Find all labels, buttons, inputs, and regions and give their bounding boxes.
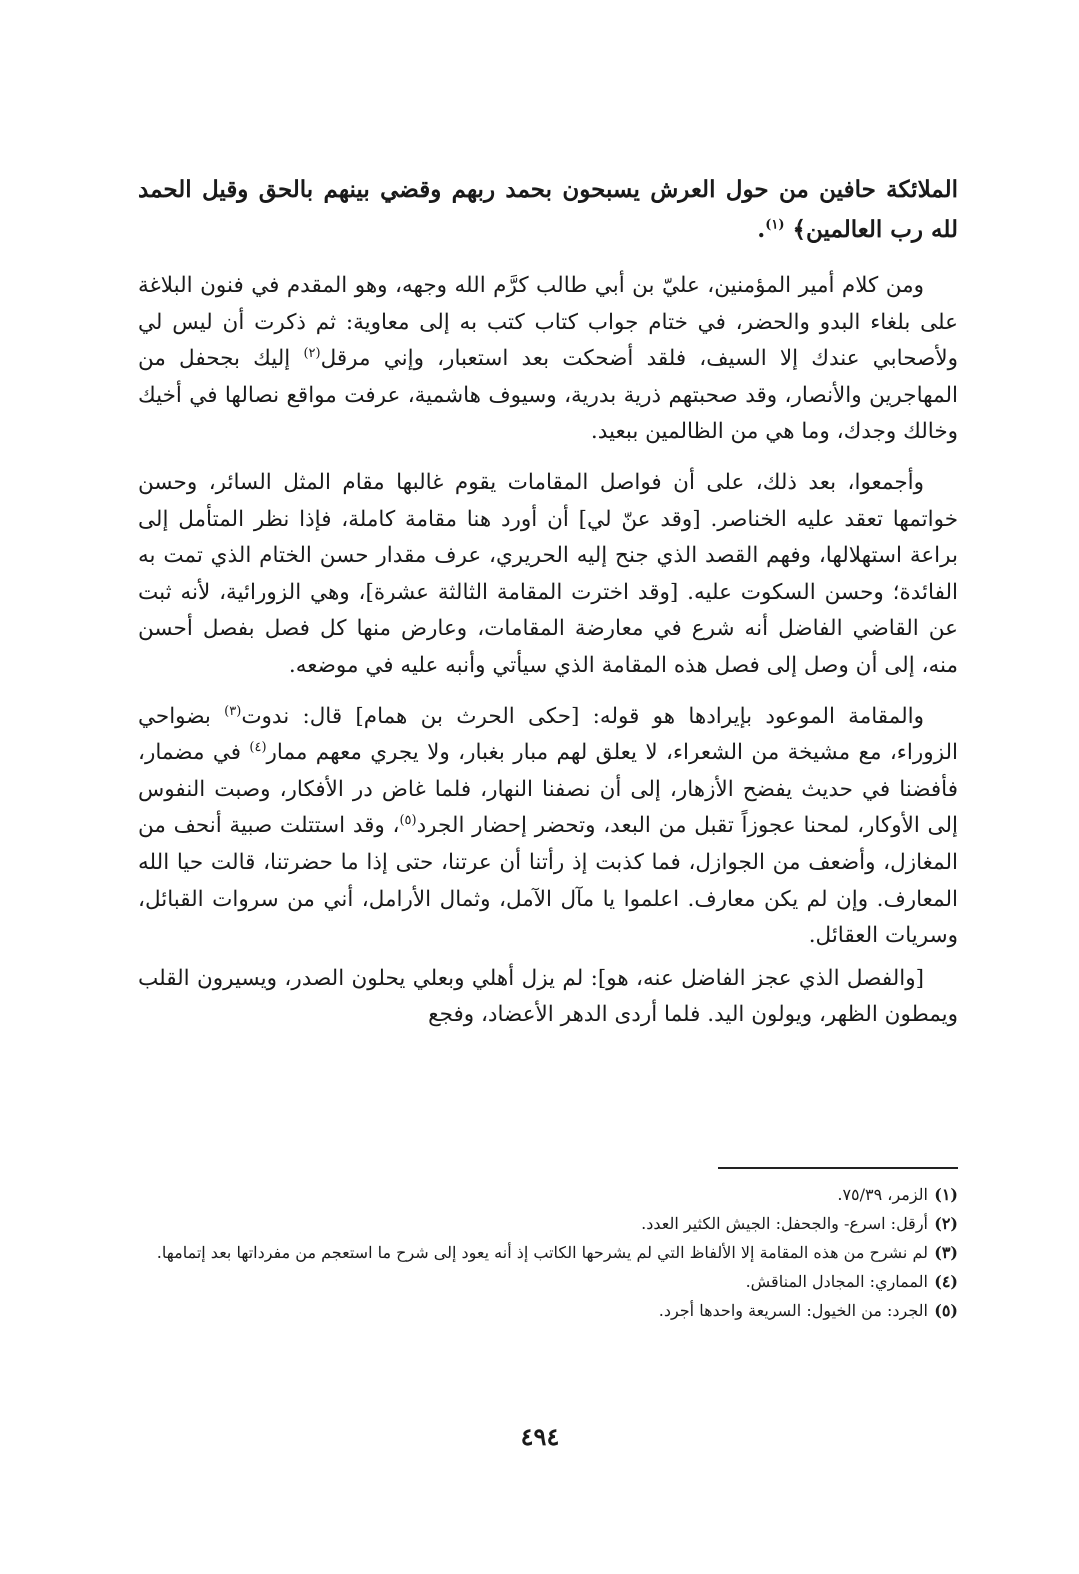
footnotes — [138, 1180, 958, 1325]
paragraph-4 — [138, 961, 958, 1034]
paragraph-text: ومن كلام أمير المؤمنين، عليّ بن أبي طالب كرَّم الله وجهه، وهو المقدم في فنون البلاغة على بلغاء البدو والحضر، في ختام جواب كتاب كتب به إلى معاوية: ثم ذكرت أن ليس لي ولأصحابي عندك إلا السيف، فلقد أضحكت بعد استعبار، وإني مرقل — [138, 273, 958, 372]
paragraph-text: بضواحي الزوراء، مع مشيخة من الشعراء، لا يعلق لهم مبار بغبار، ولا يجري معهم ممار — [138, 703, 959, 766]
footnote-4 — [138, 1267, 958, 1296]
paragraph-text: [والفصل الذي عجز الفاضل عنه، هو]: لم يزل أهلي وبعلي يحلون الصدر، ويسيرون القلب ويمطون الظهر، ويولون اليد. فلما أردى الدهر الأعضاد، وفجع — [138, 965, 958, 1028]
footnote-divider — [718, 1167, 958, 1169]
paragraph-text: إليك بجحفل من المهاجرين والأنصار، وقد صحبتهم ذرية بدرية، وسيوف هاشمية، عرفت مواقع نصالها في أخيك وخالك وجدك، وما هي من الظالمين ببعيد. — [138, 346, 958, 445]
footnote-text: المماري: المجادل المناقش. — [745, 1272, 928, 1291]
verse-text: الملائكة حافين من حول العرش يسبحون بحمد ربهم وقضي بينهم بالحق وقيل الحمد لله رب العالمين﴾ — [138, 176, 958, 243]
page-number: ٤٩٤ — [520, 1422, 560, 1451]
paragraph-2 — [138, 465, 958, 685]
footnote-text: أرقل: اسرع- والجحفل: الجيش الكثير العدد. — [641, 1214, 928, 1233]
footnote-3 — [138, 1238, 958, 1267]
paragraph-text: في مضمار، فأفضنا في حديث يفضح الأزهار، إلى أن نصفنا النهار، فلما غاض در الأفكار، وصبت النفوس إلى الأوكار، لمحنا عجوزاً تقبل من البعد، وتحضر إحضار الجرد — [138, 740, 958, 839]
footnote-number: (٣) — [934, 1243, 958, 1262]
footnote-5 — [138, 1296, 958, 1325]
footnote-text: الجرد: من الخيول: السريعة واحدها أجرد. — [658, 1301, 928, 1320]
footnote-text: الزمر، ٧٥/٣٩. — [837, 1185, 928, 1204]
footnote-ref: (٣) — [224, 703, 242, 719]
paragraph-1 — [138, 268, 958, 451]
paragraph-text: والمقامة الموعود بإيرادها هو قوله: [حكى الحرث بن همام] قال: ندوت — [241, 703, 924, 729]
footnote-1 — [138, 1180, 958, 1209]
footnote-2 — [138, 1209, 958, 1238]
footnote-ref: (١) — [765, 217, 785, 233]
quran-verse — [138, 170, 958, 250]
main-text — [138, 170, 958, 1048]
footnote-number: (٢) — [934, 1214, 958, 1233]
paragraph-text: وأجمعوا، بعد ذلك، على أن فواصل المقامات يقوم غالبها مقام المثل السائر، وحسن خواتمها تعقد عليه الخناصر. [وقد عنّ لي] أن أورد هنا مقامة كاملة، فإذا نظر المتأمل إلى براعة استهلالها، وفهم القصد الذي جنح إليه الحريري، عرف مقدار حسن الختام الذي تمت به الفائدة؛ وحسن السكوت عليه. [وقد اخترت المقامة الثالثة عشرة]، وهي الزورائية، لأنه ثبت عن القاضي الفاضل أنه شرع في معارضة المقامات، وعارض منها كل فصل بفصل أحسن منه، إلى أن وصل إلى فصل هذه المقامة الذي سيأتي وأنبه عليه في موضعه. — [138, 469, 958, 678]
footnote-ref: (٢) — [303, 346, 321, 362]
paragraph-text: ، وقد استتلت صبية أنحف من المغازل، وأضعف من الجوازل، فما كذبت إذ رأتنا أن عرتنا، حتى إذا ما حضرتنا، قالت حيا الله المعارف. وإن لم يكن معارف. اعلموا يا مآل الآمل، وثمال الأرامل، أني من سروات القبائل، وسريات العقائل. — [138, 813, 958, 949]
verse-end: . — [757, 216, 766, 243]
footnote-ref: (٤) — [249, 739, 267, 755]
paragraph-3 — [138, 699, 958, 955]
footnote-number: (٤) — [934, 1272, 958, 1291]
footnote-text: لم نشرح من هذه المقامة إلا الألفاظ التي لم يشرحها الكاتب إذ أنه يعود إلى شرح ما استعجم من مفرداتها بعد إتمامها. — [156, 1243, 928, 1262]
footnote-number: (٥) — [934, 1301, 958, 1320]
footnote-number: (١) — [934, 1185, 958, 1204]
footnote-ref: (٥) — [399, 813, 417, 829]
